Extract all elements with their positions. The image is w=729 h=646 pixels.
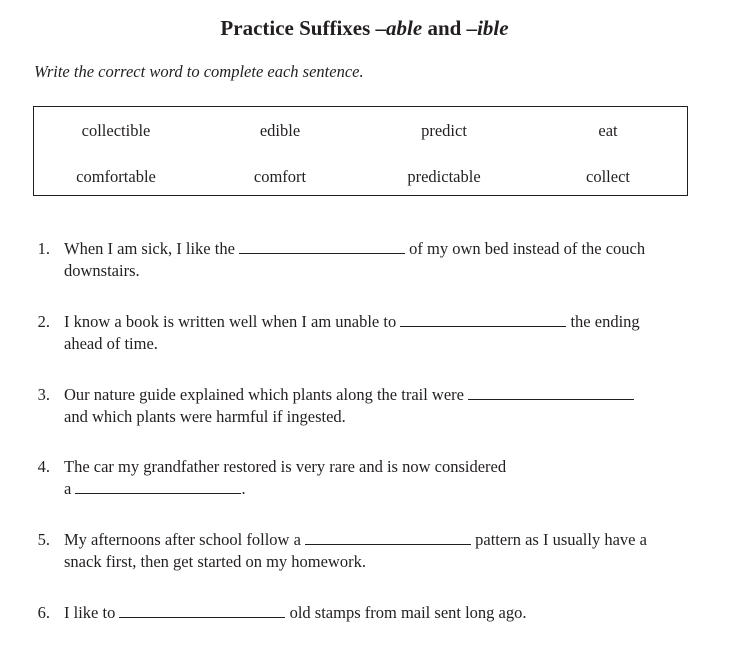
question-text: pattern as I usually have a bbox=[475, 530, 647, 549]
word-bank-word: predict bbox=[421, 121, 467, 140]
question-number: 5. bbox=[37, 530, 50, 549]
question-text: Our nature guide explained which plants along the trail were bbox=[64, 385, 464, 404]
answer-blank[interactable] bbox=[468, 384, 634, 400]
word-bank-word: edible bbox=[259, 121, 301, 140]
answer-blank[interactable] bbox=[239, 238, 405, 254]
question-text: downstairs. bbox=[64, 261, 140, 280]
question-number: 3. bbox=[37, 385, 50, 404]
question-text: the ending bbox=[570, 312, 640, 331]
question-text: My afternoons after school follow a bbox=[64, 530, 301, 549]
question-number: 1. bbox=[37, 239, 50, 258]
question-number: 2. bbox=[37, 312, 50, 331]
worksheet-title: Practice Suffixes –able and –ible bbox=[220, 16, 509, 40]
answer-blank[interactable] bbox=[75, 478, 241, 494]
question-text: The car my grandfather restored is very rare and is now considered bbox=[64, 457, 507, 476]
answer-blank[interactable] bbox=[400, 311, 566, 327]
question-text: old stamps from mail sent long ago. bbox=[289, 603, 527, 622]
word-bank-word: eat bbox=[598, 121, 618, 140]
word-bank-word: comfort bbox=[253, 167, 307, 186]
question-text: ahead of time. bbox=[64, 334, 158, 353]
answer-blank[interactable] bbox=[305, 529, 471, 545]
word-bank-word: collectible bbox=[81, 121, 151, 140]
question-text: of my own bed instead of the couch bbox=[409, 239, 646, 258]
question-number: 4. bbox=[37, 457, 50, 476]
instructions: Write the correct word to complete each sentence. bbox=[34, 62, 364, 81]
word-bank-word: predictable bbox=[407, 167, 481, 186]
question-text: When I am sick, I like the bbox=[64, 239, 235, 258]
question-number: 6. bbox=[37, 603, 50, 622]
question-text: and which plants were harmful if ingested. bbox=[64, 407, 346, 426]
answer-blank[interactable] bbox=[119, 602, 285, 618]
question-text: a bbox=[64, 479, 72, 498]
word-bank-word: comfortable bbox=[76, 167, 156, 186]
word-bank bbox=[33, 106, 688, 196]
question-text: snack first, then get started on my homework. bbox=[64, 552, 366, 571]
question-text: I like to bbox=[64, 603, 116, 622]
question-text: I know a book is written well when I am unable to bbox=[64, 312, 397, 331]
word-bank-word: collect bbox=[586, 167, 630, 186]
question-text: . bbox=[241, 479, 246, 498]
